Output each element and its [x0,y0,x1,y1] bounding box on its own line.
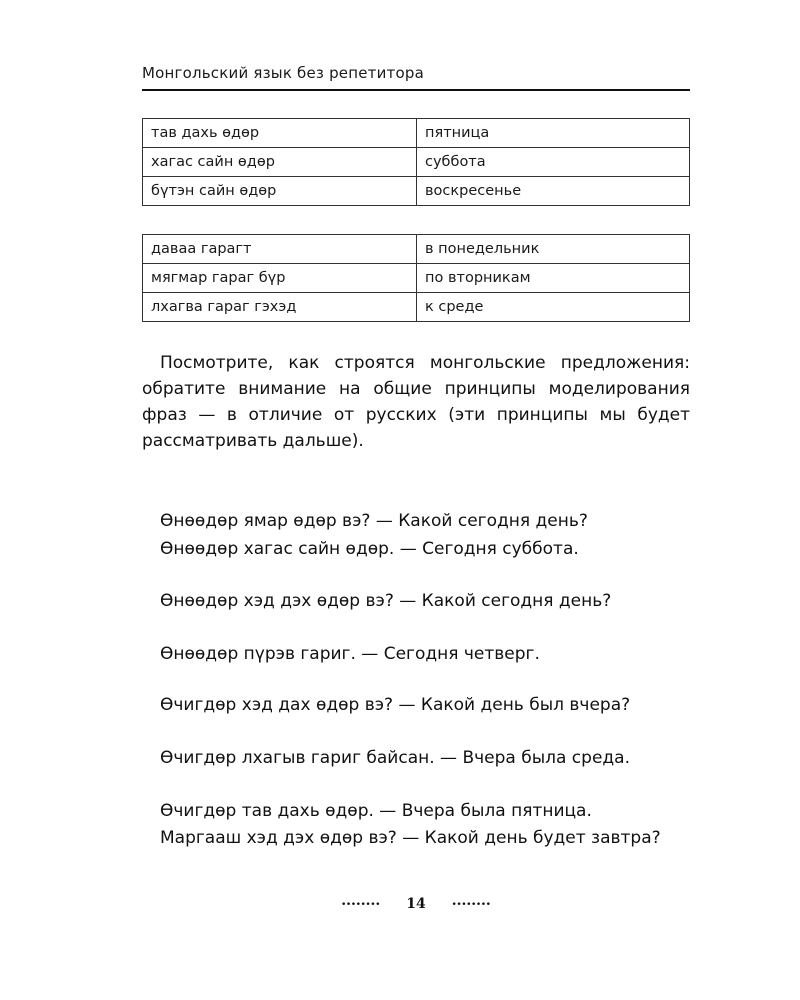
table-row [143,119,690,148]
table-row [143,293,690,322]
example-sentence: Өчигдөр хэд дах өдөр вэ? — Какой день был вчера? [160,695,631,715]
example-sentence: Өнөөдөр пүрэв гариг. — Сегодня четверг. [160,644,540,664]
page-number: 14 [406,896,426,912]
book-page [142,0,690,1000]
example-sentence: Өчигдөр тав дахь өдөр. — Вчера была пятница. [160,801,592,821]
russian-cell: пятница [417,119,690,148]
example-sentence: Маргааш хэд дэх өдөр вэ? — Какой день будет завтра? [160,828,661,848]
footer-dots-right: ........ [451,893,491,909]
example-sentence: Өнөөдөр хагас сайн өдөр. — Сегодня суббота. [160,539,579,559]
vocabulary-table-days [142,118,690,206]
footer-dots-left: ........ [341,893,381,909]
running-header: Монгольский язык без репетитора [142,64,424,82]
russian-cell: по вторникам [417,264,690,293]
table-row [143,235,690,264]
mongolian-cell: тав дахь өдөр [143,119,417,148]
table-row [143,177,690,206]
mongolian-cell: даваа гарагт [143,235,417,264]
table-row [143,148,690,177]
page-footer [142,893,690,912]
example-sentence: Өнөөдөр хэд дэх өдөр вэ? — Какой сегодня день? [160,591,612,611]
russian-cell: суббота [417,148,690,177]
russian-cell: воскресенье [417,177,690,206]
mongolian-cell: бүтэн сайн өдөр [143,177,417,206]
example-sentence: Өчигдөр лхагыв гариг байсан. — Вчера была среда. [160,748,630,768]
mongolian-cell: лхагва гараг гэхэд [143,293,417,322]
example-sentence: Өнөөдөр ямар өдөр вэ? — Какой сегодня день? [160,511,588,531]
intro-paragraph: Посмотрите, как строятся монгольские предложения: обратите внимание на общие принципы моделирования фраз — в отличие от русских (эти принципы мы будет рассматривать дальше). [142,353,690,451]
russian-cell: к среде [417,293,690,322]
russian-cell: в понедельник [417,235,690,264]
vocabulary-table-prepositions [142,234,690,322]
intro-section [142,350,690,454]
header-rule [142,89,690,91]
mongolian-cell: мягмар гараг бүр [143,264,417,293]
table-row [143,264,690,293]
mongolian-cell: хагас сайн өдөр [143,148,417,177]
